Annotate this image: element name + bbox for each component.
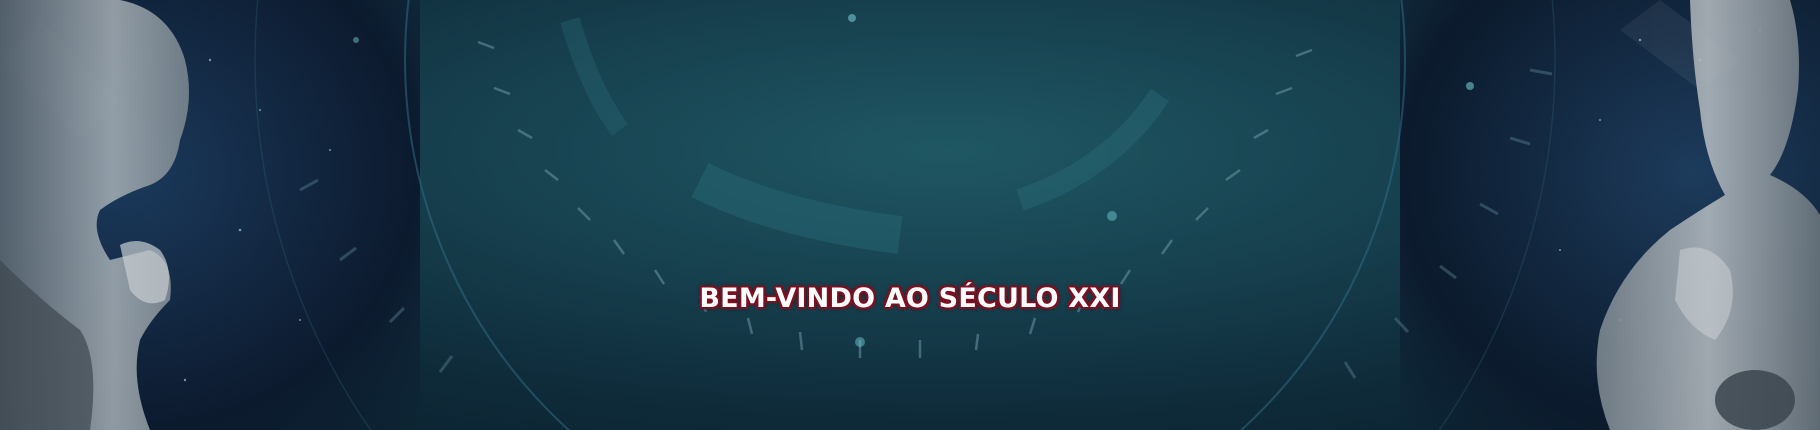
- woman-athlete-image: [0, 0, 260, 430]
- man-athlete-image: [1540, 0, 1820, 430]
- welcome-headline: BEM-VINDO AO SÉCULO XXI: [699, 283, 1121, 314]
